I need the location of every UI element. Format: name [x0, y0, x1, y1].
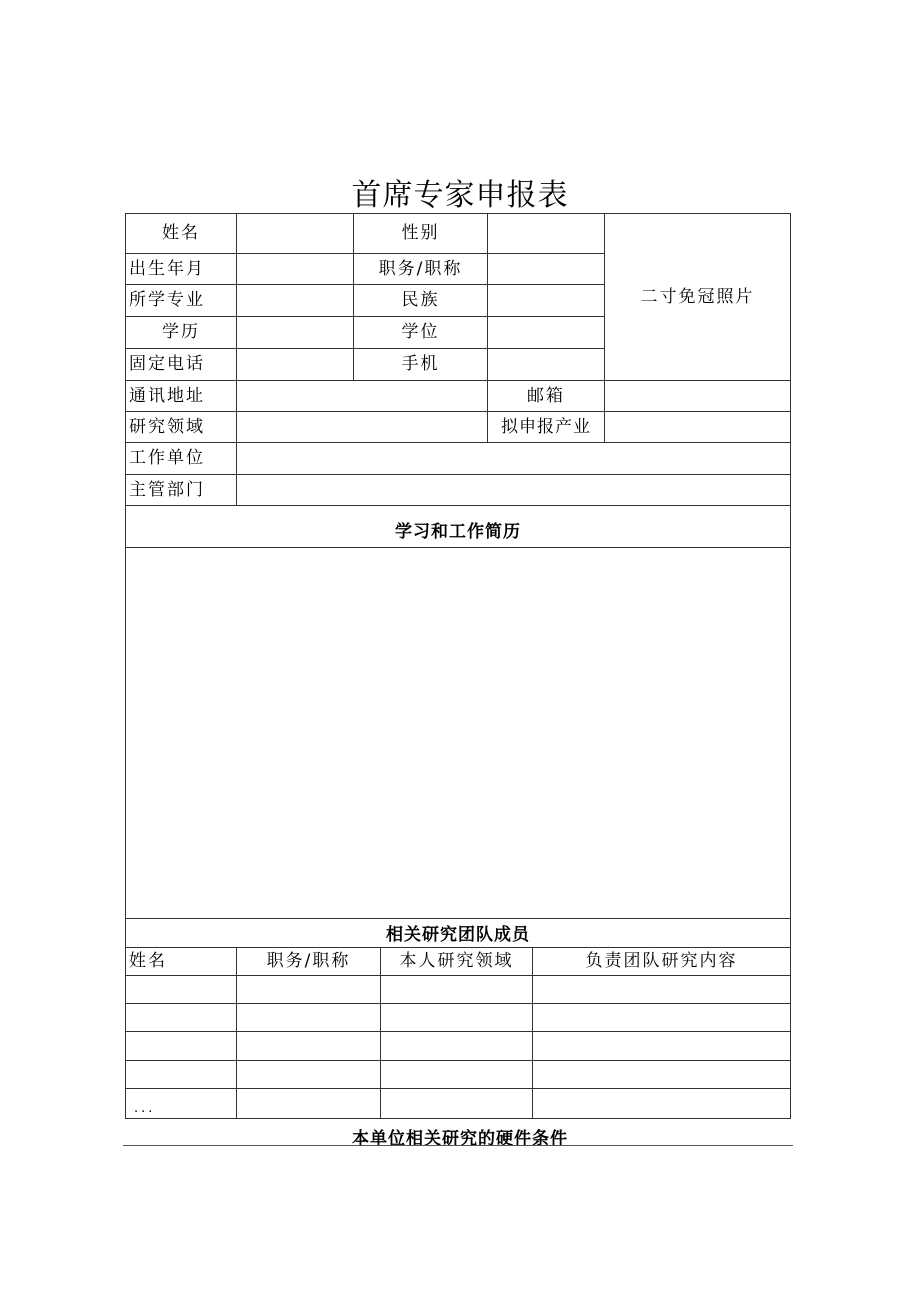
resume-heading: 学习和工作简历 — [125, 505, 791, 548]
name-label: 姓名 — [125, 213, 237, 254]
team-heading: 相关研究团队成员 — [125, 918, 791, 948]
team-col-position: 职务/职称 — [236, 947, 381, 976]
phone-field[interactable] — [236, 348, 354, 381]
gender-field[interactable] — [487, 213, 605, 254]
team-cell[interactable] — [125, 975, 237, 1004]
education-label: 学历 — [125, 316, 237, 349]
email-label: 邮箱 — [487, 380, 605, 412]
team-ellipsis: ... — [125, 1088, 237, 1119]
team-cell[interactable] — [380, 975, 533, 1004]
team-cell[interactable] — [532, 1003, 791, 1032]
address-field[interactable] — [236, 380, 488, 412]
team-cell[interactable] — [532, 1060, 791, 1089]
team-cell[interactable] — [380, 1088, 533, 1119]
major-field[interactable] — [236, 284, 354, 317]
name-field[interactable] — [236, 213, 354, 254]
ethnicity-label: 民族 — [353, 284, 488, 317]
employer-field[interactable] — [236, 442, 791, 475]
phone-label: 固定电话 — [125, 348, 237, 381]
degree-label: 学位 — [353, 316, 488, 349]
team-cell[interactable] — [380, 1031, 533, 1061]
team-cell[interactable] — [125, 1003, 237, 1032]
position-field[interactable] — [487, 253, 605, 285]
team-col-responsibility: 负责团队研究内容 — [532, 947, 791, 976]
mobile-field[interactable] — [487, 348, 605, 381]
photo-placeholder[interactable]: 二寸免冠照片 — [604, 213, 791, 381]
hardware-heading: 本单位相关研究的硬件条件 — [352, 1129, 568, 1149]
team-cell[interactable] — [236, 1060, 381, 1089]
email-field[interactable] — [604, 380, 791, 412]
team-cell[interactable] — [236, 1088, 381, 1119]
divider — [123, 1145, 793, 1146]
gender-label: 性别 — [353, 213, 488, 254]
team-cell[interactable] — [380, 1060, 533, 1089]
address-label: 通讯地址 — [125, 380, 237, 412]
education-field[interactable] — [236, 316, 354, 349]
major-label: 所学专业 — [125, 284, 237, 317]
team-cell[interactable] — [125, 1060, 237, 1089]
research-field[interactable] — [236, 411, 488, 443]
team-cell[interactable] — [380, 1003, 533, 1032]
ethnicity-field[interactable] — [487, 284, 605, 317]
industry-field[interactable] — [604, 411, 791, 443]
team-cell[interactable] — [236, 1003, 381, 1032]
research-label: 研究领域 — [125, 411, 237, 443]
birth-field[interactable] — [236, 253, 354, 285]
position-label: 职务/职称 — [353, 253, 488, 285]
mobile-label: 手机 — [353, 348, 488, 381]
employer-label: 工作单位 — [125, 442, 237, 475]
team-col-research: 本人研究领域 — [380, 947, 533, 976]
industry-label: 拟申报产业 — [487, 411, 605, 443]
team-cell[interactable] — [532, 1031, 791, 1061]
team-cell[interactable] — [236, 975, 381, 1004]
department-field[interactable] — [236, 474, 791, 506]
team-col-name: 姓名 — [125, 947, 237, 976]
team-cell[interactable] — [125, 1031, 237, 1061]
team-cell[interactable] — [236, 1031, 381, 1061]
team-cell[interactable] — [532, 975, 791, 1004]
department-label: 主管部门 — [125, 474, 237, 506]
resume-textarea[interactable] — [125, 547, 791, 919]
form-title: 首席专家申报表 — [351, 178, 569, 213]
birth-label: 出生年月 — [125, 253, 237, 285]
degree-field[interactable] — [487, 316, 605, 349]
team-cell[interactable] — [532, 1088, 791, 1119]
